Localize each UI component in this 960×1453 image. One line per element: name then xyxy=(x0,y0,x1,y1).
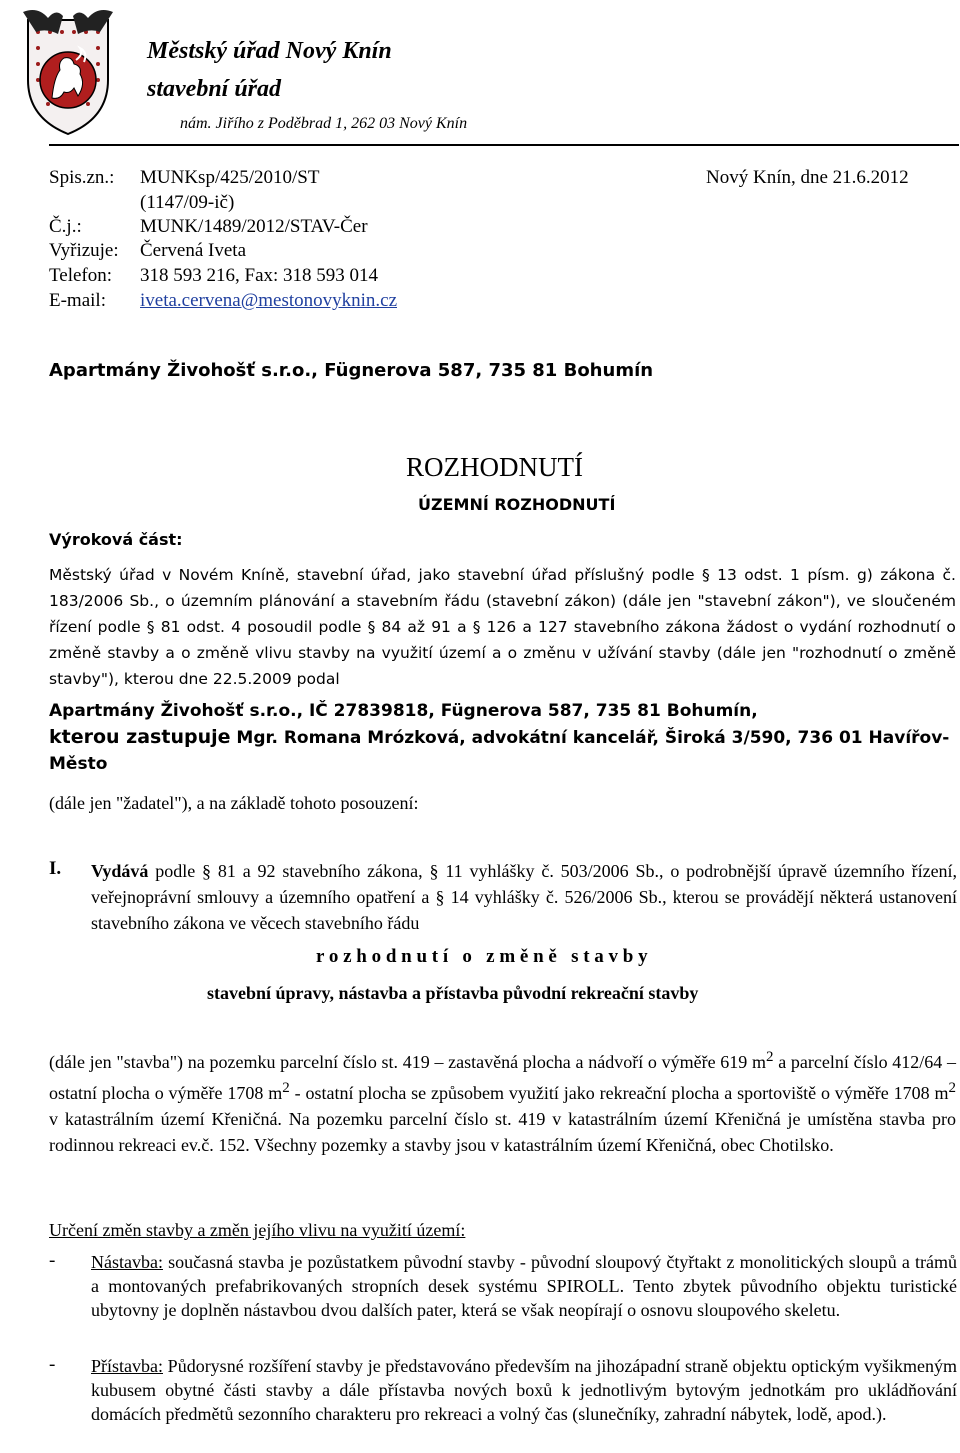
cj-label: Č.j.: xyxy=(49,216,82,237)
p3-part-a: (dále jen "stavba") na pozemku parcelní číslo st. 419 – zastavěná plocha a nádvoří o výměře 619 m xyxy=(49,1052,767,1072)
section-sign: § xyxy=(435,887,445,907)
email-link[interactable]: iveta.cervena@mestonovyknin.cz xyxy=(140,290,398,311)
item1-text: současná stavba je pozůstatkem původní stavby - původní sloupový čtyřtakt z monolitických sloupů a trámů a montovaných prefabrikovaných stropních desek systému SPIROLL. Tento zbytek původního objektu turistické ubytovny je doplněn nástavbou dvou dalších pater, která se však neopírají o osnovu sloupového skeletu. xyxy=(91,1252,957,1320)
superscript-2: 2 xyxy=(282,1080,290,1096)
p1-part-e: 126 a 127 stavebního zákona žádost o vydání rozhodnutí o změně stavby a o změně vlivu stavby na využití území a o změnu v užívání stavby (dále jen "rozhodnutí o změně stavby"), kterou dne 22.5.2009 podal xyxy=(49,618,956,688)
intro-paragraph xyxy=(49,562,956,692)
p3-part-c: - ostatní plocha se způsobem využití jako rekreační plocha a sportoviště o výměře 1708 m xyxy=(289,1083,949,1103)
p1-part-d: 84 až 91 a xyxy=(381,618,467,636)
p1-part-c: 81 odst. 4 posoudil podle xyxy=(160,618,362,636)
parcel-paragraph xyxy=(49,1044,956,1158)
addressee: Apartmány Živohošť s.r.o., Fügnerova 587, 735 81 Bohumín xyxy=(49,360,654,381)
office-address: nám. Jiřího z Poděbrad 1, 262 03 Nový Knín xyxy=(180,115,468,132)
office-subtitle: stavební úřad xyxy=(147,76,282,102)
p3-part-b: a parcelní číslo 412/64 – ostatní plocha o výměře 1708 m xyxy=(49,1052,957,1103)
list-item-nastavba xyxy=(91,1250,957,1322)
decision-spaced-title: r o z h o d n u t í o z m ě n ě s t a v b y xyxy=(316,946,648,967)
section-sign: § xyxy=(146,618,155,636)
section-sign: § xyxy=(202,861,212,881)
section-i-part-c: 81 a 92 stavebního zákona, xyxy=(217,861,423,881)
telefon-label: Telefon: xyxy=(49,265,113,286)
decision-title: ROZHODNUTÍ xyxy=(406,452,583,482)
section-heading: Určení změn stavby a změn jejího vlivu na využití území: xyxy=(49,1220,466,1240)
header-divider xyxy=(49,144,959,146)
applicant-representative: Mgr. Romana Mrózková, advokátní kancelář, Široká 3/590, 736 01 Havířov-Město xyxy=(49,728,950,774)
section-i-part-d: 11 vyhlášky č. 503/2006 Sb., o podrobnější úpravě územního řízení, veřejnoprávní smlouvy a územního opatření a xyxy=(91,861,958,907)
section-i-verb: Vydává xyxy=(91,861,149,881)
list-dash: - xyxy=(49,1250,56,1271)
item1-label: Nástavba: xyxy=(91,1252,163,1272)
applicant-block xyxy=(49,698,956,777)
superscript-2: 2 xyxy=(948,1080,956,1096)
section-i-text xyxy=(91,858,957,936)
applicant-name: Apartmány Živohošť s.r.o., IČ 27839818, Fügnerova 587, 735 81 Bohumín, xyxy=(49,701,758,721)
section-sign: § xyxy=(429,861,439,881)
list-item-pristavba xyxy=(91,1354,957,1426)
decision-subject: stavební úpravy, nástavba a přístavba původní rekreační stavby xyxy=(207,983,699,1003)
section-sign: § xyxy=(367,618,376,636)
section-sign: § xyxy=(472,618,481,636)
spis-zn-value-2: (1147/09-ič) xyxy=(140,192,235,213)
section-sign: § xyxy=(701,566,710,584)
vyrizuje-label: Vyřizuje: xyxy=(49,240,119,261)
city-crest-logo xyxy=(8,8,128,138)
office-name: Městský úřad Nový Knín xyxy=(147,38,392,64)
cj-value: MUNK/1489/2012/STAV-Čer xyxy=(140,216,368,237)
superscript-2: 2 xyxy=(766,1049,774,1065)
spis-zn-label: Spis.zn.: xyxy=(49,167,115,188)
email-label: E-mail: xyxy=(49,290,106,311)
item2-text: Půdorysné rozšíření stavby je představováno především na jihozápadní straně objektu optickým vyšikmeným kubusem obytné části stavby a dále přístavba nových boxů k jednotlivým bytovým jednotkám pro ukládňování domácích předmětů sezonního charakteru pro rekreaci a volný čas (slunečníky, zahradní nábytek, lodě, apod.). xyxy=(91,1356,957,1424)
telefon-value: 318 593 216, Fax: 318 593 014 xyxy=(140,265,379,286)
document-date: Nový Knín, dne 21.6.2012 xyxy=(706,167,909,188)
p2-paragraph: (dále jen "žadatel"), a na základě tohoto posouzení: xyxy=(49,793,419,813)
p1-part-b: 13 odst. 1 písm. g) zákona č. 183/2006 Sb., o územním plánování a stavebním řádu (stavební zákon) (dále jen "stavební zákon"), ve sloučeném řízení podle xyxy=(49,566,956,636)
section-i-part-b: podle xyxy=(155,861,196,881)
section-i-number: I. xyxy=(49,858,62,879)
vyrizuje-value: Červená Iveta xyxy=(140,240,247,261)
item2-label: Přístavba: xyxy=(91,1356,163,1376)
decision-subtitle: ÚZEMNÍ ROZHODNUTÍ xyxy=(418,495,616,514)
p3-part-d: v katastrálním území Křeničná. Na pozemku parcelní číslo st. 419 v katastrálním území Křeničná je umístěna stavba pro rodinnou rekreaci ev.č. 152. Všechny pozemky a stavby jsou v katastrálním území Křeničná, obec Chotilsko. xyxy=(49,1109,956,1155)
list-dash: - xyxy=(49,1354,56,1375)
applicant-represented: kterou zastupuje xyxy=(49,726,231,748)
vyrokova-cast-label: Výroková část: xyxy=(49,530,183,549)
p1-part-a: Městský úřad v Novém Kníně, stavební úřad, jako stavební úřad příslušný podle xyxy=(49,566,695,584)
section-i-part-e: 14 vyhlášky č. 526/2006 Sb., kterou se provádějí některá ustanovení stavebního zákona ve věcech stavebního řádu xyxy=(91,887,958,933)
spis-zn-value: MUNKsp/425/2010/ST xyxy=(140,167,320,188)
